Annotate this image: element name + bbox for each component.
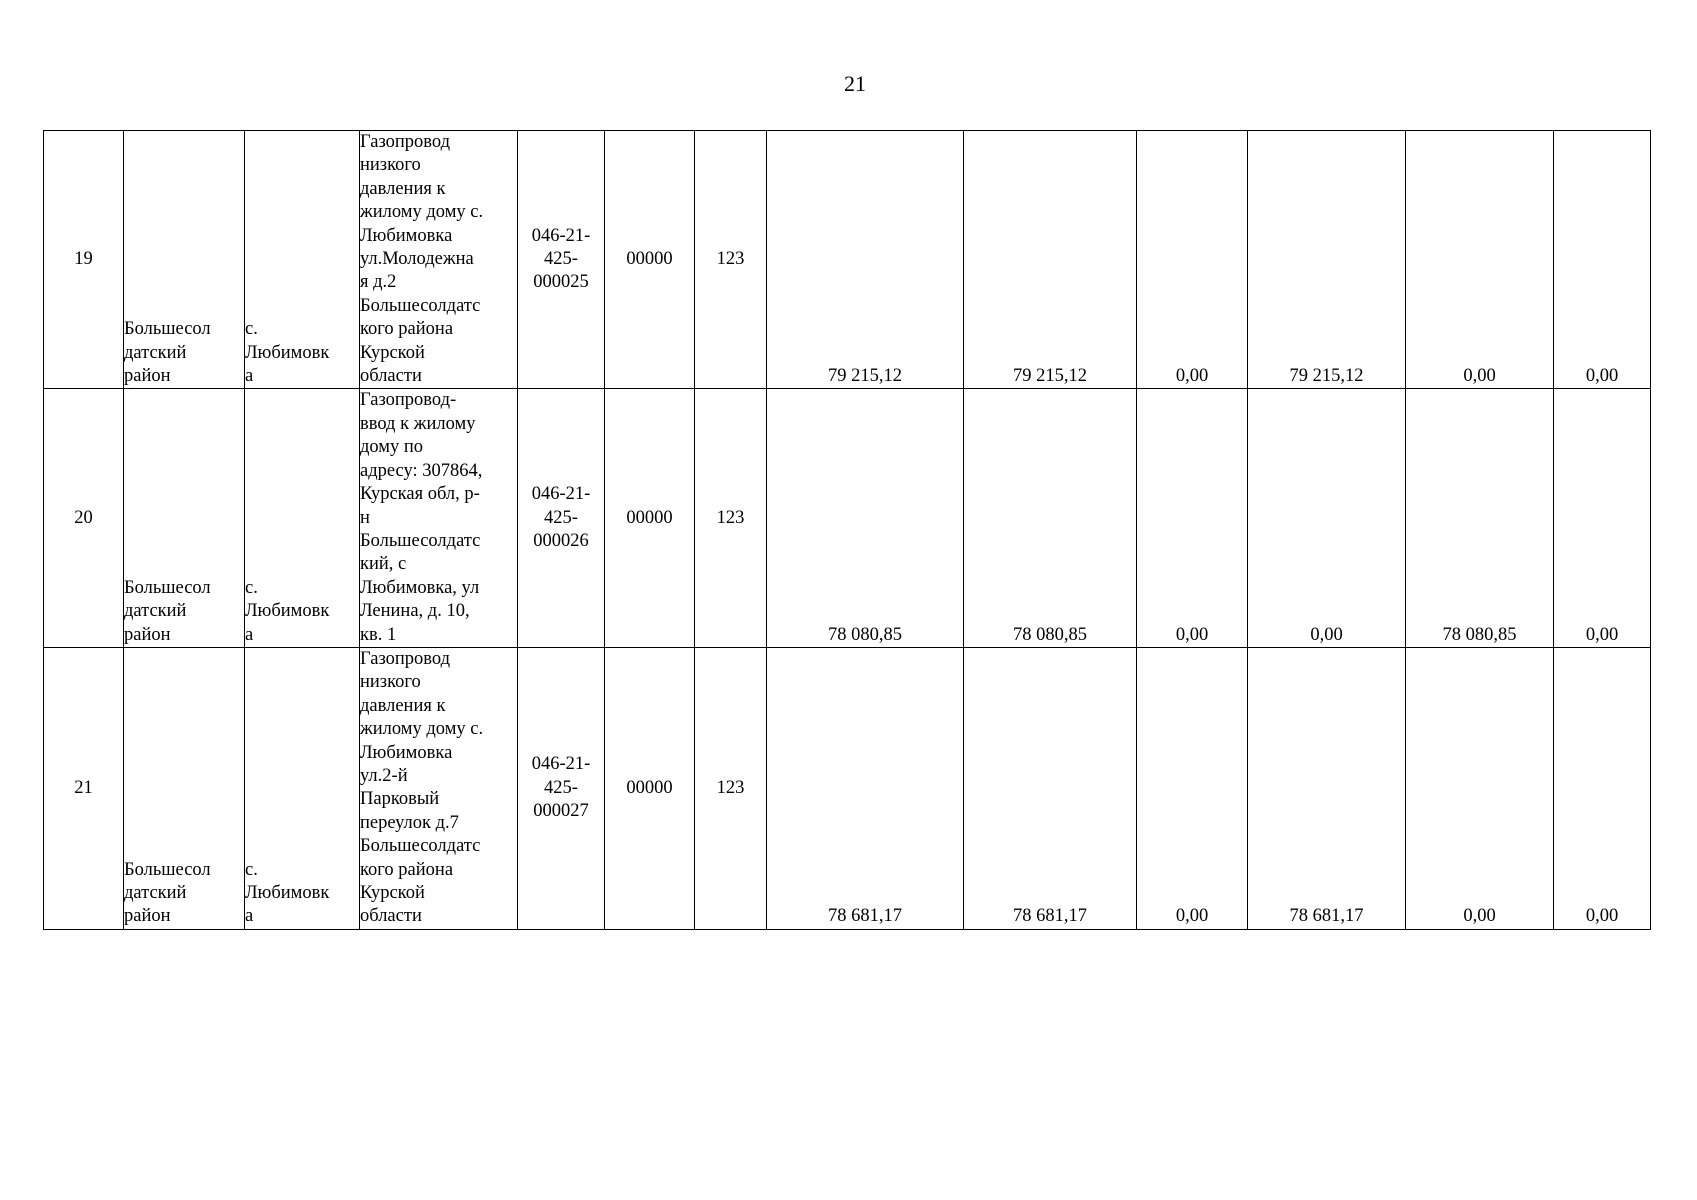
code-cell: 00000 [605,131,695,389]
district-cell: Большесол датский район [124,131,245,389]
row-number: 20 [44,389,124,647]
registration-number-cell: 046-21- 425- 000027 [518,647,605,929]
code-cell: 123 [695,647,767,929]
row-number: 19 [44,131,124,389]
value-cell: 78 681,17 [964,647,1137,929]
registration-number-cell: 046-21- 425- 000026 [518,389,605,647]
registration-number-cell: 046-21- 425- 000025 [518,131,605,389]
value-cell: 0,00 [1137,647,1248,929]
value-cell: 78 080,85 [1406,389,1554,647]
value-cell: 0,00 [1248,389,1406,647]
code-cell: 123 [695,389,767,647]
row-number: 21 [44,647,124,929]
district-cell: Большесол датский район [124,389,245,647]
table-row [44,131,1651,389]
code-cell: 00000 [605,389,695,647]
value-cell: 0,00 [1137,389,1248,647]
locality-cell: с. Любимовк а [245,389,360,647]
value-cell: 79 215,12 [964,131,1137,389]
district-cell: Большесол датский район [124,647,245,929]
code-cell: 123 [695,131,767,389]
value-cell: 78 080,85 [767,389,964,647]
description-cell: Газопровод низкого давления к жилому дому с. Любимовка ул.Молодежна я д.2 Большесолдатс кого района Курской области [360,131,518,389]
value-cell: 79 215,12 [767,131,964,389]
value-cell: 79 215,12 [1248,131,1406,389]
locality-cell: с. Любимовк а [245,647,360,929]
description-cell: Газопровод- ввод к жилому дому по адресу: 307864, Курская обл, р- н Большесолдатс кий, с Любимовка, ул Ленина, д. 10, кв. 1 [360,389,518,647]
table-row [44,647,1651,929]
table-row [44,389,1651,647]
value-cell: 0,00 [1406,131,1554,389]
value-cell: 0,00 [1554,389,1651,647]
value-cell: 0,00 [1406,647,1554,929]
page-number: 21 [844,71,866,96]
value-cell: 78 681,17 [767,647,964,929]
value-cell: 78 080,85 [964,389,1137,647]
value-cell: 0,00 [1554,131,1651,389]
description-cell: Газопровод низкого давления к жилому дому с. Любимовка ул.2-й Парковый переулок д.7 Большесолдатс кого района Курской области [360,647,518,929]
value-cell: 78 681,17 [1248,647,1406,929]
value-cell: 0,00 [1137,131,1248,389]
locality-cell: с. Любимовк а [245,131,360,389]
registry-table [43,130,1651,930]
code-cell: 00000 [605,647,695,929]
value-cell: 0,00 [1554,647,1651,929]
